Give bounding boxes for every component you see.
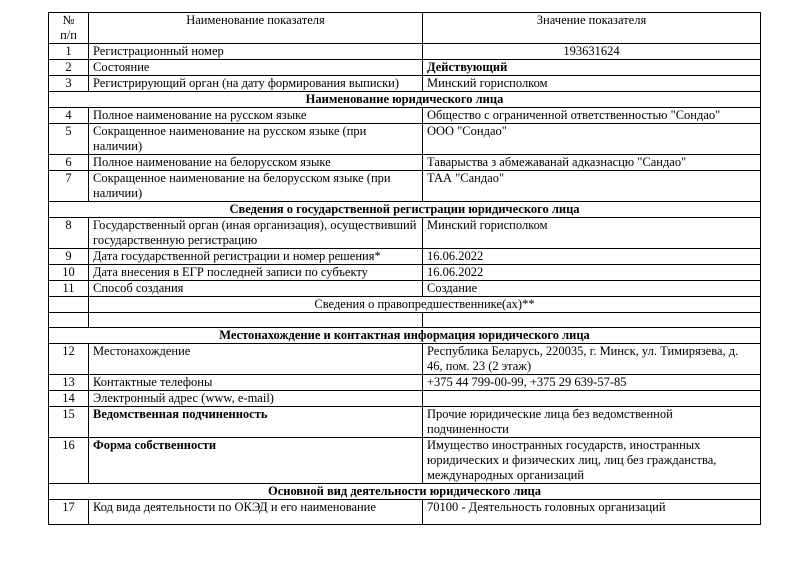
row-value: Минский горисполком (423, 218, 761, 249)
table-row (49, 124, 761, 155)
predecessor-row (49, 297, 761, 313)
row-num: 2 (49, 60, 89, 76)
row-num: 4 (49, 108, 89, 124)
row-num: 14 (49, 391, 89, 407)
section-title: Местонахождение и контактная информация юридического лица (49, 328, 761, 344)
row-num: 7 (49, 171, 89, 202)
empty-cell (49, 313, 89, 328)
section-title: Основной вид деятельности юридического лица (49, 484, 761, 500)
row-value: 16.06.2022 (423, 265, 761, 281)
table-row (49, 265, 761, 281)
row-name: Форма собственности (89, 438, 423, 484)
header-value: Значение показателя (423, 13, 761, 44)
table-row (49, 438, 761, 484)
row-value: ООО "Сондао" (423, 124, 761, 155)
header-name: Наименование показателя (89, 13, 423, 44)
row-name: Электронный адрес (www, e-mail) (89, 391, 423, 407)
row-num: 12 (49, 344, 89, 375)
section-title: Наименование юридического лица (49, 92, 761, 108)
row-name: Дата внесения в ЕГР последней записи по субъекту (89, 265, 423, 281)
empty-row (49, 313, 761, 328)
row-name: Государственный орган (иная организация), осуществивший государственную регистрацию (89, 218, 423, 249)
row-value: Общество с ограниченной ответственностью "Сондао" (423, 108, 761, 124)
section-row (49, 484, 761, 500)
row-num: 16 (49, 438, 89, 484)
row-value: 16.06.2022 (423, 249, 761, 265)
row-name: Местонахождение (89, 344, 423, 375)
table-row (49, 375, 761, 391)
section-row (49, 202, 761, 218)
empty-cell (49, 297, 89, 313)
table-row (49, 108, 761, 124)
row-name: Полное наименование на русском языке (89, 108, 423, 124)
header-num: № п/п (49, 13, 89, 44)
table-row (49, 76, 761, 92)
row-value: Минский горисполком (423, 76, 761, 92)
row-value: 193631624 (423, 44, 761, 60)
table-row (49, 344, 761, 375)
header-row (49, 13, 761, 44)
row-num: 6 (49, 155, 89, 171)
row-name: Код вида деятельности по ОКЭД и его наименование (89, 500, 423, 525)
section-row (49, 92, 761, 108)
table-row (49, 249, 761, 265)
row-name: Способ создания (89, 281, 423, 297)
row-value: Имущество иностранных государств, иностранных юридических и физических лиц, лиц без гражданства, международных организаций (423, 438, 761, 484)
table-row (49, 218, 761, 249)
section-title: Сведения о государственной регистрации юридического лица (49, 202, 761, 218)
row-value: Таварыства з абмежаванай адказнасцю "Сандао" (423, 155, 761, 171)
row-num: 8 (49, 218, 89, 249)
row-name: Сокращенное наименование на русском языке (при наличии) (89, 124, 423, 155)
table-row (49, 500, 761, 525)
row-num: 5 (49, 124, 89, 155)
empty-cell (423, 313, 761, 328)
row-name: Сокращенное наименование на белорусском языке (при наличии) (89, 171, 423, 202)
row-name: Регистрирующий орган (на дату формирования выписки) (89, 76, 423, 92)
table-row (49, 155, 761, 171)
row-num: 1 (49, 44, 89, 60)
row-num: 15 (49, 407, 89, 438)
table-row (49, 281, 761, 297)
row-num: 3 (49, 76, 89, 92)
row-value: Прочие юридические лица без ведомственной подчиненности (423, 407, 761, 438)
row-num: 17 (49, 500, 89, 525)
row-name: Регистрационный номер (89, 44, 423, 60)
table-row (49, 407, 761, 438)
row-value: Создание (423, 281, 761, 297)
row-value: 70100 - Деятельность головных организаций (423, 500, 761, 525)
predecessor-title: Сведения о правопредшественнике(ах)** (89, 297, 761, 313)
row-name: Состояние (89, 60, 423, 76)
table-row (49, 171, 761, 202)
row-name: Контактные телефоны (89, 375, 423, 391)
row-value: +375 44 799-00-99, +375 29 639-57-85 (423, 375, 761, 391)
row-name: Ведомственная подчиненность (89, 407, 423, 438)
row-value: Действующий (423, 60, 761, 76)
table-row (49, 391, 761, 407)
row-value: ТАА "Сандао" (423, 171, 761, 202)
row-num: 9 (49, 249, 89, 265)
empty-cell (89, 313, 423, 328)
table-row (49, 60, 761, 76)
table-row (49, 44, 761, 60)
row-num: 10 (49, 265, 89, 281)
row-value: Республика Беларусь, 220035, г. Минск, ул. Тимирязева, д. 46, пом. 23 (2 этаж) (423, 344, 761, 375)
row-value (423, 391, 761, 407)
row-name: Дата государственной регистрации и номер решения* (89, 249, 423, 265)
row-name: Полное наименование на белорусском языке (89, 155, 423, 171)
registry-extract-table (48, 12, 761, 525)
section-row (49, 328, 761, 344)
row-num: 11 (49, 281, 89, 297)
row-num: 13 (49, 375, 89, 391)
